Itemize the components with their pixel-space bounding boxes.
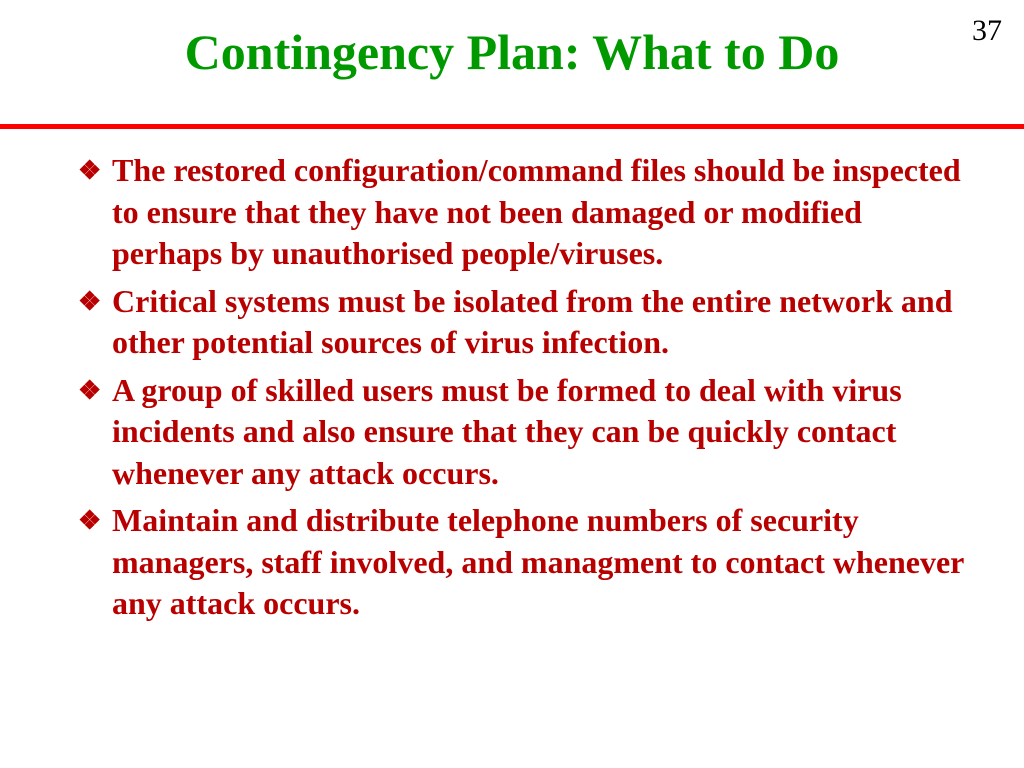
bullet-item <box>78 370 978 495</box>
diamond-bullet-icon: ❖ <box>78 286 102 316</box>
bullet-text: Critical systems must be isolated from the entire network and other potential sources of virus infection. <box>112 282 953 360</box>
bullet-text: A group of skilled users must be formed to deal with virus incidents and also ensure that they can be quickly contact whenever any attack occurs. <box>112 371 902 491</box>
page-number: 37 <box>972 14 1002 47</box>
diamond-bullet-icon: ❖ <box>78 156 102 185</box>
bullet-text: The restored configuration/command files should be inspected to ensure that they have not been damaged or modified perhaps by unauthorised people/viruses. <box>112 152 961 271</box>
diamond-bullet-icon: ❖ <box>78 375 102 405</box>
slide-title: Contingency Plan: What to Do <box>184 24 840 80</box>
bullet-item <box>78 281 978 364</box>
bullet-item <box>78 150 978 275</box>
bullet-text: Maintain and distribute telephone numbers of security managers, staff involved, and managment to contact whenever any attack occurs. <box>112 502 964 621</box>
diamond-bullet-icon: ❖ <box>78 506 102 535</box>
bullet-list <box>78 150 978 631</box>
bullet-item <box>78 500 978 625</box>
title-divider <box>0 124 1024 129</box>
